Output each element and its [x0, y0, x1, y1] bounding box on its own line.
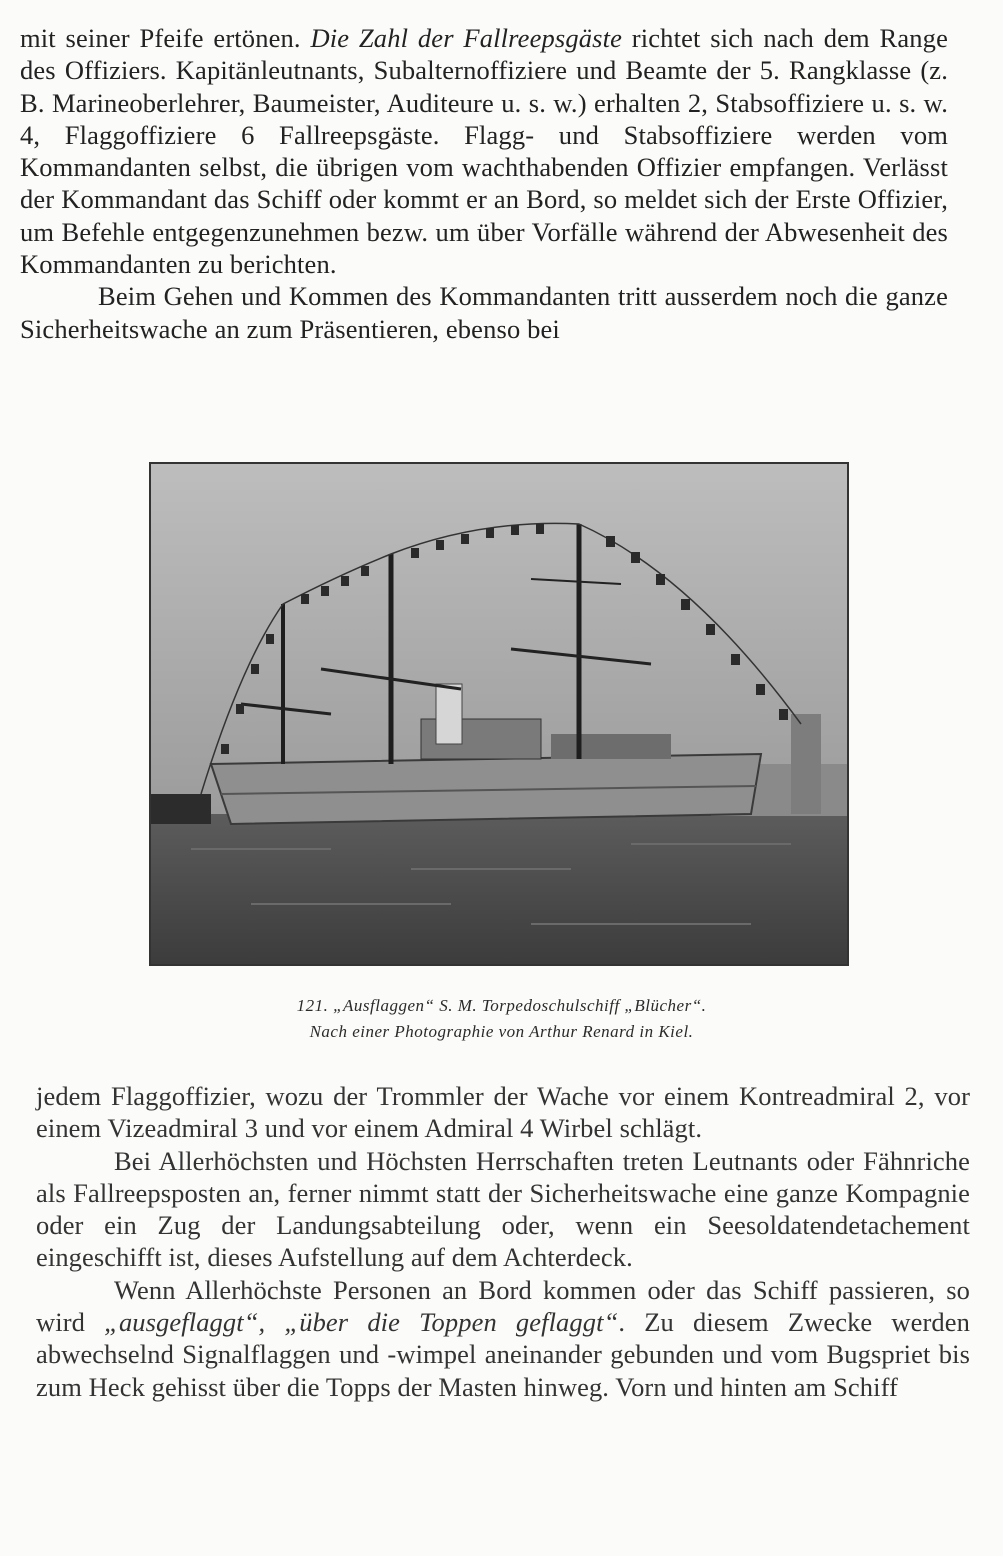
paragraph-fallreepsgaeste [20, 22, 948, 280]
text-segment: mit seiner Pfeife ertönen. [20, 23, 311, 53]
lower-body-text [36, 1080, 970, 1403]
paragraph-trommler: jedem Flaggoffizier, wozu der Trommler der Wache vor einem Kontreadmiral 2, vor einem Vizeadmiral 3 und vor einem Admiral 4 Wirbel schlägt. [36, 1081, 970, 1144]
figure-caption-title: 121. „Ausflaggen“ S. M. Torpedoschulschiff „Blücher“. [296, 996, 707, 1015]
italic-term: Die Zahl der Fallreepsgäste [310, 23, 623, 53]
ship-photograph [149, 462, 849, 966]
paragraph-herrschaften: Bei Allerhöchsten und Höchsten Herrschaften treten Leutnants oder Fähnriche als Fallreepsposten an, ferner nimmt statt der Sicherheitswache eine ganze Kompagnie oder ein Zug der Landungsabteilung oder, wenn ein Seesoldatendetachement eingeschifft ist, dieses Aufstellung auf dem Achterdeck. [36, 1145, 970, 1273]
text-segment: richtet sich nach dem Range des Offiziers. Kapitänleutnants, Subalternoffiziere und Beamte der 5. Rangklasse (z. B. Marineoberlehrer, Baumeister, Auditeure u. s. w.) erhalten 2, Stabsoffiziere u. s. w. 4, Flaggoffiziere 6 Fallreepsgäste. Flagg- und Stabsoffiziere werden vom Kommandanten selbst, die übrigen vom wachthabenden Offizier empfangen. Verlässt der Kommandant das Schiff oder kommt er an Bord, so meldet sich der Erste Offizier, um Befehle entgegenzunehmen bezw. um über Vorfälle während der Abwesenheit des Kommandanten zu berichten. [20, 23, 948, 280]
upper-body-text [20, 22, 948, 345]
ship-illustration [151, 464, 847, 964]
italic-term: „ausgeflaggt“, „über die Toppen geflaggt“ [104, 1307, 619, 1338]
text-segment: . Zu diesem Zwecke werden abwechselnd Signalflaggen und -wimpel aneinander gebunden und vom Bugspriet bis zum Heck gehisst über die Topps der Masten hinweg. Vorn und hinten am Schiff [36, 1307, 970, 1402]
paragraph-kommandant: Beim Gehen und Kommen des Kommandanten tritt ausserdem noch die ganze Sicherheitswache an zum Präsentieren, ebenso bei [20, 281, 948, 344]
figure-caption-credit: Nach einer Photographie von Arthur Renard in Kiel. [309, 1022, 694, 1041]
paragraph-ausflaggen [36, 1274, 970, 1403]
text-segment: Wenn Allerhöchste Personen an Bord kommen oder das Schiff passieren, so wird [36, 1274, 970, 1338]
